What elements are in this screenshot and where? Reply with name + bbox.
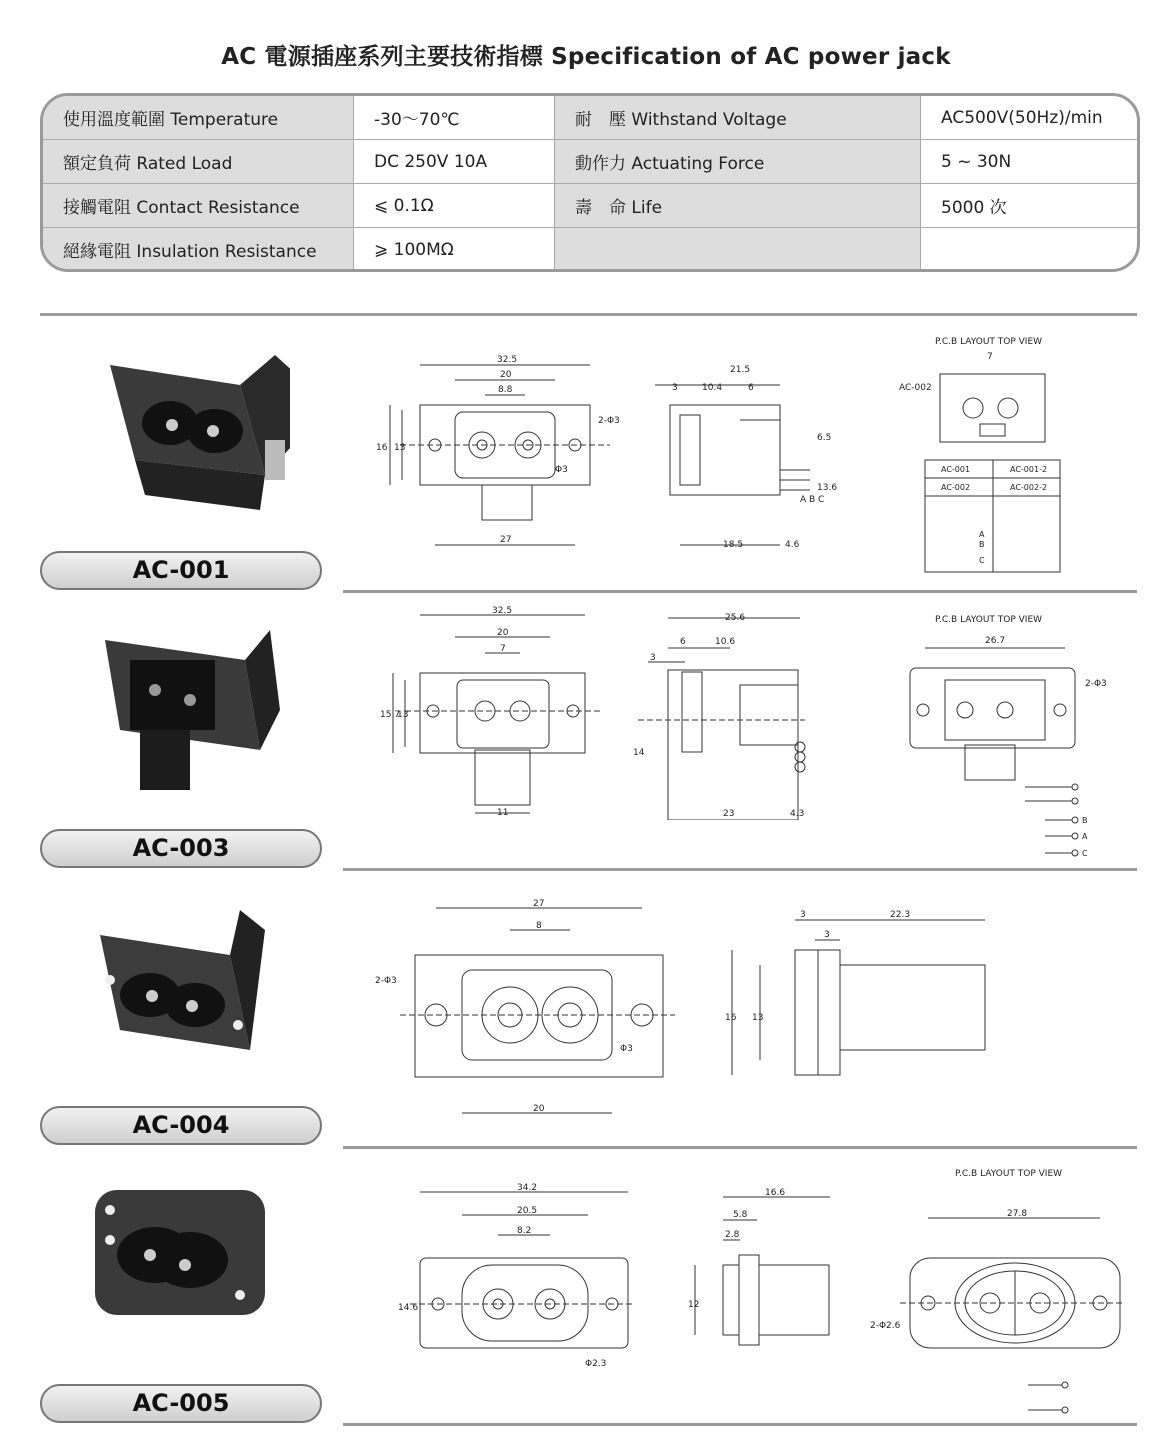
divider [40,313,1137,316]
svg-text:Φ3: Φ3 [620,1044,633,1054]
spec-cell: 絕緣電阻 Insulation Resistance [43,228,354,272]
spec-row [43,140,1137,184]
spec-cell: 耐 壓 Withstand Voltage [555,96,921,140]
spec-cell: 5 ~ 30N [921,140,1138,184]
svg-text:7: 7 [500,644,506,654]
spec-cell [921,228,1138,272]
svg-text:3: 3 [650,653,656,663]
svg-text:21.5: 21.5 [730,365,751,375]
svg-text:23: 23 [723,809,735,819]
svg-text:16: 16 [376,443,388,453]
ac004-product-image [90,910,290,1060]
svg-text:34.2: 34.2 [517,1183,538,1193]
ac005-product-image [90,1185,280,1325]
svg-text:2-Φ3: 2-Φ3 [598,416,620,426]
model-label-ac004: AC-004 [40,1106,322,1145]
svg-text:AC-001-2: AC-001-2 [1010,465,1048,474]
svg-text:Φ3: Φ3 [555,465,568,475]
spec-cell: DC 250V 10A [354,140,555,184]
spec-table [40,93,1140,272]
svg-text:2-Φ2.6: 2-Φ2.6 [870,1321,901,1331]
svg-text:AC-002: AC-002 [899,383,932,393]
svg-text:6: 6 [748,383,754,393]
divider [343,590,1137,593]
ac004-side-drawing [720,905,1000,1085]
spec-row [43,96,1137,140]
divider [343,1423,1137,1426]
svg-text:25.6: 25.6 [725,613,746,623]
ac001-side-drawing [640,360,840,555]
svg-text:2-Φ3: 2-Φ3 [1085,679,1107,689]
svg-text:10.6: 10.6 [715,637,736,647]
svg-text:3: 3 [824,930,830,940]
svg-text:13.6: 13.6 [817,483,838,493]
svg-text:C: C [1082,849,1088,858]
svg-text:13: 13 [394,443,406,453]
ac003-product-image [95,630,285,800]
svg-text:16: 16 [725,1013,737,1023]
svg-text:A: A [1082,832,1088,841]
ac004-front-drawing [370,895,690,1120]
svg-text:27: 27 [500,535,512,545]
svg-text:C: C [979,556,985,565]
spec-cell [555,228,921,272]
svg-text:8: 8 [536,921,542,931]
svg-text:11: 11 [497,808,509,818]
model-label-ac003: AC-003 [40,829,322,868]
svg-text:AC-001: AC-001 [941,465,971,474]
svg-text:2.8: 2.8 [725,1230,740,1240]
svg-text:B: B [1082,816,1088,825]
spec-cell: 使用溫度範圍 Temperature [43,96,354,140]
ac003-front-drawing [375,605,615,820]
divider [343,1146,1137,1149]
svg-text:AC-002-2: AC-002-2 [1010,483,1048,492]
spec-cell: 5000 次 [921,184,1138,228]
svg-text:8.8: 8.8 [498,385,513,395]
svg-text:3: 3 [672,383,678,393]
svg-text:20: 20 [533,1104,545,1114]
svg-text:A: A [979,530,985,539]
ac003-side-drawing [630,610,830,820]
spec-cell: ⩽ 0.1Ω [354,184,555,228]
svg-text:Φ2.3: Φ2.3 [585,1359,607,1369]
svg-text:B: B [979,540,985,549]
svg-text:14: 14 [633,748,645,758]
divider [343,868,1137,871]
svg-text:18.5: 18.5 [723,540,744,550]
svg-text:6.5: 6.5 [817,433,832,443]
spec-row [43,228,1137,272]
svg-text:13: 13 [397,710,409,720]
svg-text:13: 13 [752,1013,764,1023]
svg-text:P.C.B LAYOUT TOP VIEW: P.C.B LAYOUT TOP VIEW [935,337,1043,347]
spec-cell: 壽 命 Life [555,184,921,228]
model-label-ac001: AC-001 [40,551,322,590]
ac001-product-image [90,345,290,525]
spec-cell: -30～70℃ [354,96,555,140]
svg-text:AC-002: AC-002 [941,483,971,492]
ac003-pcb-layout [895,610,1115,860]
svg-text:26.7: 26.7 [985,636,1006,646]
svg-text:27.8: 27.8 [1007,1209,1028,1219]
spec-row [43,184,1137,228]
ac005-side-drawing [685,1185,845,1355]
spec-cell: 接觸電阻 Contact Resistance [43,184,354,228]
svg-text:P.C.B LAYOUT TOP VIEW: P.C.B LAYOUT TOP VIEW [935,615,1043,625]
svg-text:7: 7 [987,352,993,362]
spec-cell: 額定負荷 Rated Load [43,140,354,184]
svg-text:32.5: 32.5 [497,355,518,365]
svg-text:14.6: 14.6 [398,1303,419,1313]
spec-cell: ⩾ 100MΩ [354,228,555,272]
svg-text:20.5: 20.5 [517,1206,538,1216]
page-title: AC 電源插座系列主要技術指標 Specification of AC power jack [221,44,951,70]
svg-text:27: 27 [533,899,545,909]
svg-text:10.4: 10.4 [702,383,723,393]
svg-text:22.3: 22.3 [890,910,911,920]
svg-text:20: 20 [500,370,512,380]
svg-text:A B C: A B C [800,495,825,505]
svg-text:20: 20 [497,628,509,638]
ac005-front-drawing [390,1180,640,1370]
ac001-pcb-layout [895,332,1075,577]
ac005-pcb-layout [870,1165,1130,1420]
svg-text:4.6: 4.6 [785,540,800,550]
svg-text:32.5: 32.5 [492,606,513,616]
svg-text:16.6: 16.6 [765,1188,786,1198]
ac001-front-drawing [370,350,630,560]
svg-text:P.C.B LAYOUT TOP VIEW: P.C.B LAYOUT TOP VIEW [955,1169,1063,1179]
spec-cell: 動作力 Actuating Force [555,140,921,184]
svg-text:2-Φ3: 2-Φ3 [375,976,397,986]
svg-text:15.7: 15.7 [380,710,401,720]
model-label-ac005: AC-005 [40,1384,322,1423]
svg-text:5.8: 5.8 [733,1210,748,1220]
svg-text:3: 3 [800,910,806,920]
svg-text:6: 6 [680,637,686,647]
spec-cell: AC500V(50Hz)/min [921,96,1138,140]
svg-text:8.2: 8.2 [517,1226,532,1236]
svg-text:4.3: 4.3 [790,809,805,819]
svg-text:12: 12 [688,1300,700,1310]
